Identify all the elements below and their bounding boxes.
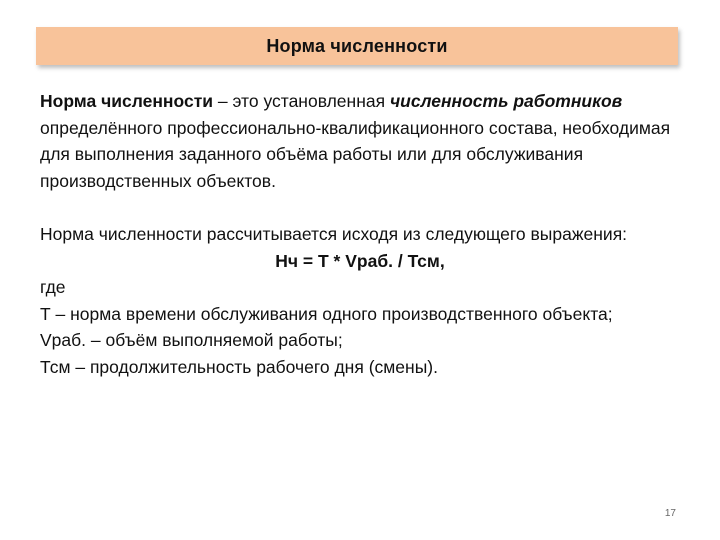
page-number: 17 [664,508,676,519]
variable-definition: Тсм – продолжительность рабочего дня (смены). [40,356,438,377]
definition-middle: – это установленная [213,91,390,111]
definition-paragraph [40,88,680,194]
definition-emphasis: численность работников [389,91,623,111]
formula-expression: Нч = Т * Vраб. / Тсм [275,250,440,271]
spacer [40,194,680,221]
title-bar [36,27,678,65]
where-label: где [40,277,66,298]
variable-definition: Т – норма времени обслуживания одного производственного объекта; [40,303,613,324]
intro-text: Норма численности рассчитывается исходя из следующего выражения: [40,223,628,244]
variable-definition: Vраб. – объём выполняемой работы; [40,330,343,351]
slide-body [40,88,680,381]
formula-suffix: , [439,250,445,271]
slide-title: Норма численности [266,35,448,56]
formula [40,248,680,275]
definition-term: Норма численности [40,91,214,111]
definition-rest: определённого профессионально-квалификационного состава, необходимая для выполнения заданного объёма работы или для обслуживания производственных объектов. [40,117,671,191]
